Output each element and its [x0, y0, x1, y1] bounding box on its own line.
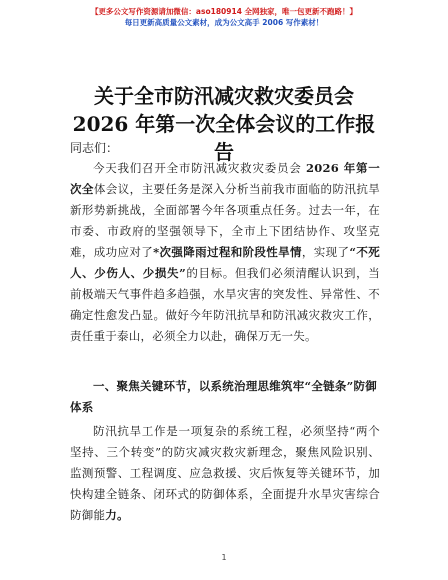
promo-banner-line-2: 每日更新高质量公文素材，成为公文高手 2006 写作素材！ [124, 18, 324, 27]
paragraph-1-bold-2: *次强降雨过程和阶段性旱情 [153, 245, 302, 259]
paragraph-1-text-3: ，实现了 [301, 245, 350, 259]
section-heading-1: 一、聚焦关键环节，以系统治理思维筑牢“全链条”防御体系 [70, 379, 377, 414]
paragraph-1-text-4: 的目标。但我们必须清醒认识到，当前极端天气事件趋多趋强，水旱灾害的突发性、异常性、不确定性愈发凸显。做好今年防汛抗旱和防汛减灾救灾工作，责任重于泰山，必须全力以赴，确保万无一失。 [70, 266, 380, 343]
paragraph-1-text-2: 体会议，主要任务是深入分析当前我市面临的防汛抗旱新形势新挑战，全面部署今年各项重点任务。过去一年，在市委、市政府的坚强领导下，全市上下团结协作、攻坚克难，成功应对了 [70, 182, 381, 259]
promo-banner-line-1: 【更多公文写作资源请加微信：aso180914 全网独家，唯一包更新不跑路！】 [90, 7, 358, 16]
page-number: 1 [221, 553, 227, 562]
paragraph-1-bold-1: 2026 年第一次全 [70, 161, 380, 196]
paragraph-1-bold-3: “不死人、少伤人、少损失” [70, 245, 381, 280]
paragraph-2-bold-1: 力。 [105, 508, 129, 522]
promo-banner [0, 6, 448, 28]
paragraph-1 [70, 158, 380, 347]
paragraph-1-text-1: 今天我们召开全市防汛减灾救灾委员会 [93, 161, 306, 175]
document-title: 关于全市防汛减灾救灾委员会 2026 年第一次全体会议的工作报告 [72, 84, 376, 164]
salutation: 同志们： [70, 141, 119, 155]
paragraph-2-text-1: 防汛抗旱工作是一项复杂的系统工程，必须坚持“两个坚持、三个转变”的防灾减灾救灾新理念，聚焦风险识别、监测预警、工程调度、应急救援、灾后恢复等关键环节，加快构建全链条、闭环式的防御体系，全面提升水旱灾害综合防御能 [70, 424, 380, 522]
paragraph-2 [70, 421, 380, 526]
